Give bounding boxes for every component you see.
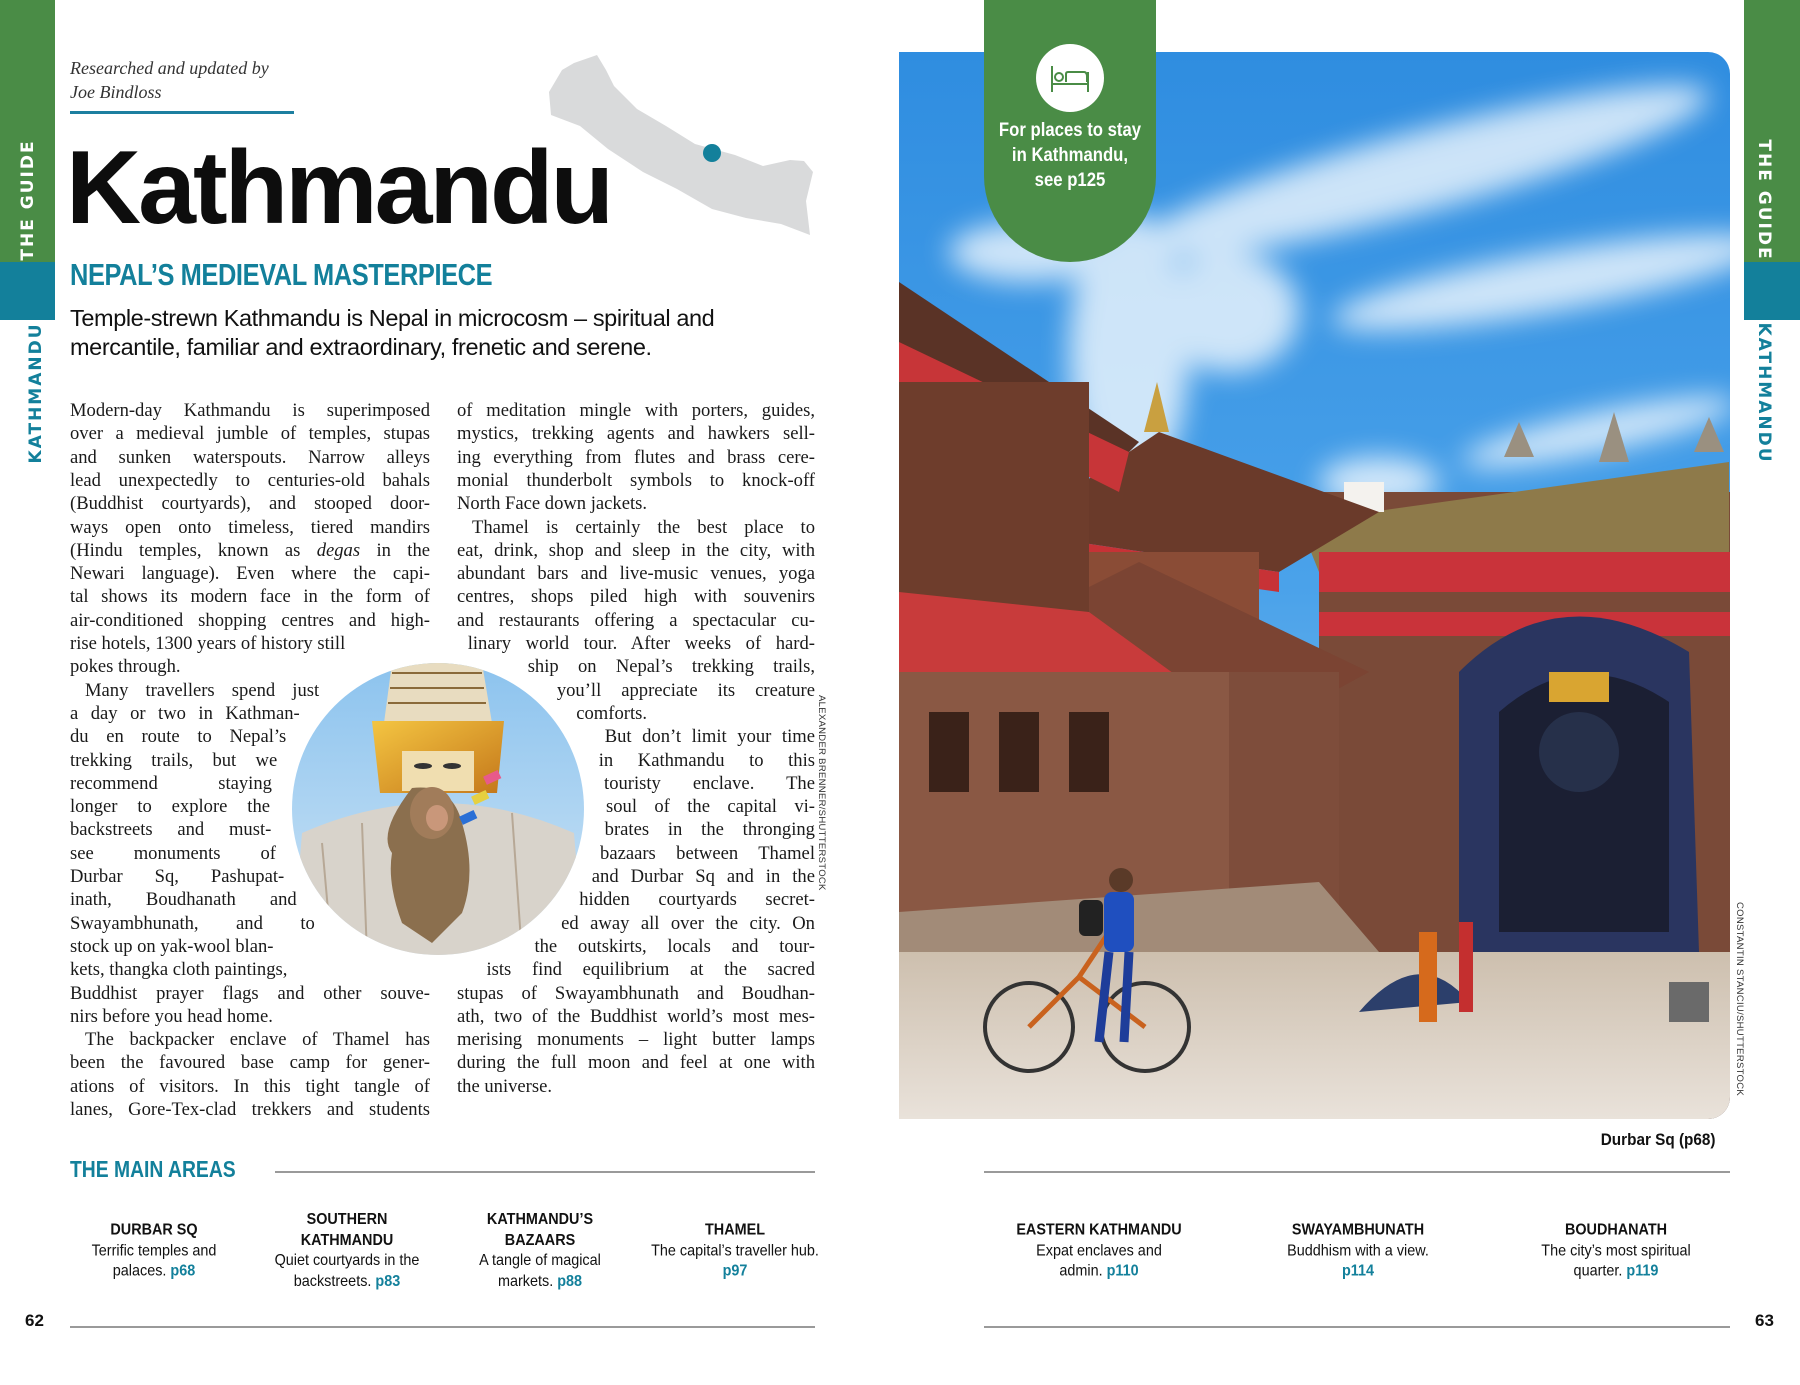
main-area-item xyxy=(262,1210,433,1292)
area-title: BOUDHANATH xyxy=(1564,1221,1668,1239)
callout-line: For places to stay xyxy=(998,120,1142,141)
body-text-line: mystics, trekking agents and hawkers sell- xyxy=(457,423,815,445)
body-text-line: over a medieval jumble of temples, stupas xyxy=(70,423,430,445)
body-text-line: abundant bars and live-music venues, yoga xyxy=(457,563,815,585)
body-text-line: ath, two of the Buddhist world’s most mes- xyxy=(457,1005,815,1027)
body-text-line: rise hotels, 1300 years of history still xyxy=(70,633,346,654)
body-text-line: ations of visitors. In this tight tangle of xyxy=(70,1075,430,1097)
bed-icon xyxy=(1036,44,1104,112)
main-area-item xyxy=(650,1220,821,1282)
section-tab-label: THE GUIDE xyxy=(18,139,38,261)
photo-caption: Durbar Sq (p68) xyxy=(1601,1130,1716,1149)
body-text-line: see monuments of xyxy=(70,842,276,864)
body-text-line: merising monuments – light butter lamps xyxy=(457,1029,815,1051)
callout-page-ref: see p125 xyxy=(1034,170,1106,191)
body-text-line: Durbar Sq, Pashupat- xyxy=(70,866,285,887)
area-title: SWAYAMBHUNATH xyxy=(1291,1221,1425,1239)
page-subtitle: NEPAL’S MEDIEVAL MASTERPIECE xyxy=(70,257,493,292)
area-description: A tangle of magical markets. xyxy=(479,1252,601,1290)
body-text-line: ists find equilibrium at the sacred xyxy=(486,959,815,981)
body-text-line: North Face down jackets. xyxy=(457,493,648,515)
author-credit xyxy=(70,56,269,104)
body-text-line: the universe. xyxy=(457,1075,553,1097)
body-text-line: and restaurants offering a spectacular cu- xyxy=(457,609,815,631)
body-text-line: backstreets and must- xyxy=(70,819,272,841)
area-page-link[interactable]: p114 xyxy=(1341,1262,1375,1280)
body-text-line: Many travellers spend just xyxy=(85,679,320,701)
body-text-line: trekking trails, but we xyxy=(70,749,278,771)
body-text-line: du en route to Nepal’s xyxy=(70,726,287,748)
divider xyxy=(275,1171,815,1173)
chapter-tab-marker-right xyxy=(1744,262,1800,320)
body-text-line: ed away all over the city. On xyxy=(561,912,815,934)
body-text-line: Newari language). Even where the capi- xyxy=(70,563,430,585)
body-text-line: you’ll appreciate its creature xyxy=(556,679,815,701)
italic-term: degas xyxy=(316,539,361,561)
area-page-link[interactable]: p68 xyxy=(170,1262,196,1280)
main-area-item xyxy=(1273,1220,1444,1282)
author-divider xyxy=(70,111,294,114)
body-text-line: Swayambhunath, and to xyxy=(70,912,315,934)
area-description: Buddhism with a view. xyxy=(1287,1241,1429,1259)
body-text-line: lead unexpectedly to centuries-old bahals xyxy=(70,469,430,491)
body-text-line: centres, shops piled high with souvenirs xyxy=(457,586,815,608)
body-text-line: in Kathmandu to this xyxy=(598,749,815,771)
callout-line: in Kathmandu, xyxy=(1011,145,1129,166)
body-text-line: and sunken waterspouts. Narrow alleys xyxy=(70,446,430,468)
page-number-right: 63 xyxy=(1755,1311,1774,1330)
body-text-line: Thamel is certainly the best place to xyxy=(472,516,815,538)
body-text-line: touristy enclave. The xyxy=(604,772,815,794)
body-text-line: brates in the thronging xyxy=(604,819,815,841)
body-text-line: ing everything from flutes and brass cere- xyxy=(457,446,815,468)
area-title: THAMEL xyxy=(705,1221,765,1239)
area-page-link[interactable]: p88 xyxy=(557,1272,583,1290)
body-text-line: a day or two in Kathman- xyxy=(70,702,300,724)
main-photo-credit: CONSTANTIN STANCIU/SHUTTERSTOCK xyxy=(1734,902,1745,1097)
page-title: Kathmandu xyxy=(66,130,611,246)
body-text-line: (Buddhist courtyards), and stooped door- xyxy=(70,493,430,515)
area-page-link[interactable]: p119 xyxy=(1626,1262,1659,1280)
body-text-line: air-conditioned shopping centres and high- xyxy=(70,609,430,631)
chapter-tab-label-right: KATHMANDU xyxy=(1754,322,1774,464)
page-number-left: 62 xyxy=(25,1311,44,1330)
main-area-item xyxy=(1531,1220,1702,1282)
area-title: KATHMANDU’S BAZAARS xyxy=(486,1211,594,1249)
chapter-tab-label: KATHMANDU xyxy=(26,322,46,464)
body-text-line: stock up on yak-wool blan- xyxy=(70,935,274,957)
section-tab-label-right: THE GUIDE xyxy=(1754,139,1774,261)
body-text-line: linary world tour. After weeks of hard- xyxy=(467,633,815,654)
accommodation-callout[interactable] xyxy=(984,0,1156,262)
body-text-line: Modern-day Kathmandu is superimposed xyxy=(70,400,430,421)
body-text-line: tal shows its modern face in the form of xyxy=(70,586,430,608)
body-text-line: comforts. xyxy=(576,702,647,724)
body-text-line: stupas of Swayambhunath and Boudhan- xyxy=(457,982,815,1004)
body-text-line: The backpacker enclave of Thamel has xyxy=(85,1029,430,1051)
area-page-link[interactable]: p97 xyxy=(722,1262,748,1280)
area-description: Expat enclaves and admin. xyxy=(1036,1241,1162,1280)
area-description: The city’s most spiritual quarter. xyxy=(1541,1241,1691,1280)
author-credit-line: Researched and updated by xyxy=(70,58,269,78)
area-page-link[interactable]: p110 xyxy=(1106,1262,1139,1280)
body-text-line: hidden courtyards secret- xyxy=(579,889,815,911)
body-text-line: been the favoured base camp for gener- xyxy=(70,1052,430,1074)
body-text-line: kets, thangka cloth paintings, xyxy=(70,959,288,981)
body-text-line: ship on Nepal’s trekking trails, xyxy=(527,656,815,678)
main-area-item xyxy=(69,1220,240,1282)
area-description: The capital’s traveller hub. xyxy=(651,1241,819,1259)
area-description: Terrific temples and palaces. xyxy=(91,1241,217,1280)
body-text-line: longer to explore the xyxy=(70,796,270,818)
body-text-line: monial thunderbolt symbols to knock-off xyxy=(457,469,815,491)
body-text-line: and Durbar Sq and in the xyxy=(591,866,815,887)
body-text-line: the outskirts, locals and tour- xyxy=(534,935,815,957)
body-text-line: during the full moon and feel at one with xyxy=(457,1052,815,1074)
divider xyxy=(984,1171,1730,1173)
intro-text: Temple-strewn Kathmandu is Nepal in microcosm – spiritual and mercantile, familiar and extraordinary, frenetic and serene. xyxy=(70,305,715,360)
accommodation-callout-text xyxy=(994,118,1145,193)
inset-photo-monkey-stupa xyxy=(292,663,584,955)
author-name: Joe Bindloss xyxy=(70,82,162,102)
body-text-line: soul of the capital vi- xyxy=(605,796,815,818)
body-text-line: Buddhist prayer flags and other souve- xyxy=(70,982,430,1004)
area-description: Quiet courtyards in the backstreets. xyxy=(274,1252,420,1290)
area-page-link[interactable]: p83 xyxy=(375,1272,401,1290)
body-text-line: inath, Boudhanath and xyxy=(70,889,297,911)
inset-photo-credit: ALEXANDER BRENNER/SHUTTERSTOCK xyxy=(816,695,827,891)
main-areas-heading: THE MAIN AREAS xyxy=(70,1156,236,1182)
footer-divider xyxy=(70,1326,815,1328)
body-text-line: recommend staying xyxy=(70,772,272,794)
body-text-line: But don’t limit your time xyxy=(604,726,815,748)
main-area-item xyxy=(455,1210,626,1292)
body-text-line: bazaars between Thamel xyxy=(600,842,815,864)
body-text-line: pokes through. xyxy=(70,656,181,678)
location-marker xyxy=(703,144,721,162)
body-text-line: eat, drink, shop and sleep in the city, with xyxy=(457,539,815,561)
body-text-line: lanes, Gore-Tex-clad trekkers and students xyxy=(70,1099,430,1120)
body-text-line: (Hindu temples, known as degas in the xyxy=(70,539,430,561)
chapter-tab-marker xyxy=(0,262,55,320)
area-title: SOUTHERN KATHMANDU xyxy=(300,1211,394,1249)
body-text-line: nirs before you head home. xyxy=(70,1005,273,1027)
footer-divider xyxy=(984,1326,1730,1328)
body-text-line: ways open onto timeless, tiered mandirs xyxy=(70,516,430,538)
main-area-item xyxy=(1014,1220,1185,1282)
area-title: DURBAR SQ xyxy=(110,1221,198,1239)
body-text-line: of meditation mingle with porters, guides, xyxy=(457,400,815,421)
area-title: EASTERN KATHMANDU xyxy=(1016,1221,1182,1239)
